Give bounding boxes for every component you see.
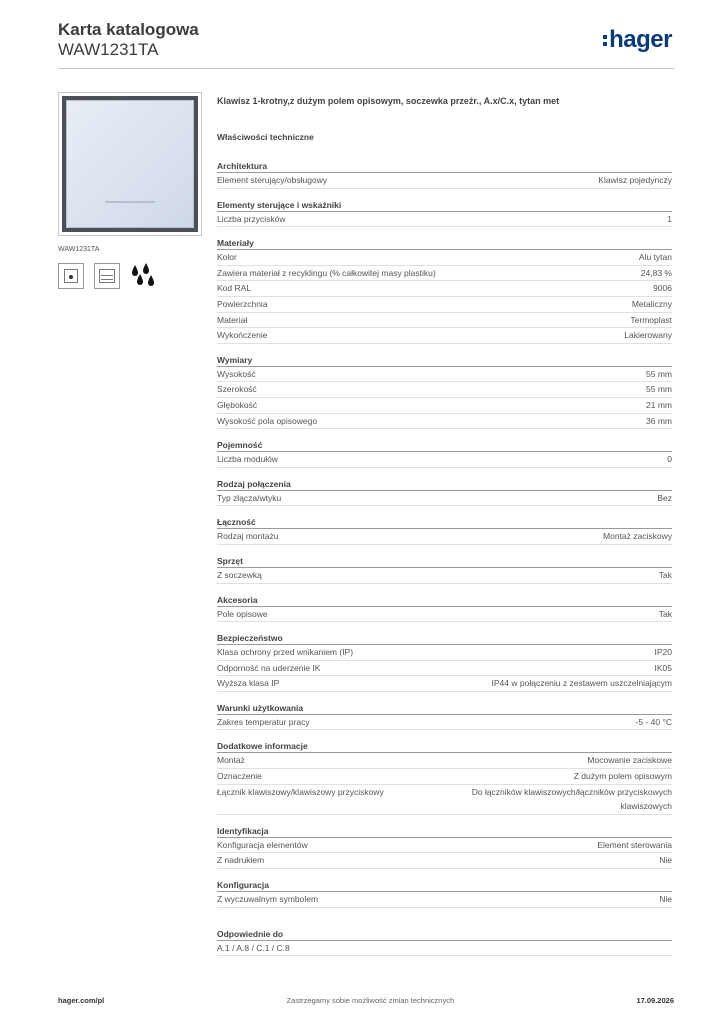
spec-label: Szerokość	[217, 384, 257, 395]
spec-row	[217, 785, 672, 815]
spec-value: Termoplast	[630, 314, 672, 325]
spec-group-title: Materiały	[217, 233, 672, 250]
spec-value: IK05	[654, 662, 672, 673]
spec-label: Oznaczenie	[217, 771, 262, 782]
spec-group-title: Bezpieczeństwo	[217, 628, 672, 645]
spec-row	[217, 266, 672, 282]
spec-group	[217, 350, 672, 429]
page-header	[58, 20, 674, 68]
spec-value: 0	[667, 454, 672, 465]
spec-row	[217, 382, 672, 398]
hager-logo	[603, 26, 672, 54]
footer-disclaimer: Zastrzegamy sobie możliwość zmian technicznych	[286, 996, 455, 1005]
spec-value: IP44 w połączeniu z zestawem uszczelniającym	[491, 678, 672, 689]
spec-label: Z nadrukiem	[217, 855, 265, 866]
spec-row	[217, 297, 672, 313]
spec-value: Do łączników klawiszowych/łączników przyciskowych klawiszowych	[471, 786, 672, 812]
spec-row	[217, 367, 672, 383]
spec-label: Z soczewką	[217, 569, 262, 580]
spec-row	[217, 212, 672, 228]
spec-group-title: Pojemność	[217, 435, 672, 452]
section-title: Właściwości techniczne	[217, 132, 314, 142]
spec-label: Wysokość	[217, 368, 256, 379]
header-divider	[58, 68, 674, 69]
spec-group	[217, 551, 672, 584]
spec-value: Z dużym polem opisowym	[573, 771, 672, 782]
spec-row	[217, 838, 672, 854]
spec-row	[217, 313, 672, 329]
spec-label: Montaż	[217, 755, 245, 766]
spec-label: Wyższa klasa IP	[217, 678, 280, 689]
spec-value: IP20	[654, 647, 672, 658]
spec-group-title: Elementy sterujące i wskaźniki	[217, 195, 672, 212]
spec-label: Materiał	[217, 314, 248, 325]
spec-group	[217, 736, 672, 814]
spec-row	[217, 491, 672, 507]
spec-group-title: Rodzaj połączenia	[217, 474, 672, 491]
spec-row	[217, 892, 672, 908]
spec-row	[217, 676, 672, 692]
spec-value: 55 mm	[646, 384, 672, 395]
spec-label: Liczba przycisków	[217, 213, 286, 224]
spec-value: 36 mm	[646, 415, 672, 426]
spec-value: Bez	[657, 492, 672, 503]
lamp-icon	[58, 263, 84, 289]
spec-row	[217, 769, 672, 785]
spec-group	[217, 156, 672, 189]
spec-value: Element sterowania	[597, 839, 672, 850]
spec-label: Typ złącza/wtyku	[217, 492, 282, 503]
spec-value: Nie	[659, 894, 672, 905]
product-description: Klawisz 1-krotny,z dużym polem opisowym, soczewka przeźr., A.x/C.x, tytan met	[217, 96, 560, 106]
logo-text: hager	[609, 26, 672, 53]
spec-label: Odporność na uderzenie IK	[217, 662, 321, 673]
spec-value: Klawisz pojedynczy	[598, 175, 672, 185]
spec-label: A.1 / A.8 / C.1 / C.8	[217, 942, 290, 953]
label-field-icon	[94, 263, 120, 289]
logo-mark-icon	[603, 35, 607, 46]
spec-value: Tak	[658, 608, 672, 619]
spec-value: 55 mm	[646, 368, 672, 379]
spec-group	[217, 512, 672, 545]
spec-row	[217, 568, 672, 584]
spec-label: Kolor	[217, 252, 237, 263]
spec-group	[217, 628, 672, 692]
spec-label: Zakres temperatur pracy	[217, 716, 310, 727]
spec-label: Konfiguracja elementów	[217, 839, 308, 850]
spec-group	[217, 698, 672, 731]
spec-value: -5 - 40 °C	[635, 716, 672, 727]
spec-value: Alu tytan	[638, 252, 672, 263]
spec-group-title: Wymiary	[217, 350, 672, 367]
spec-value: Tak	[658, 569, 672, 580]
spec-value: Nie	[659, 855, 672, 866]
product-lens	[105, 201, 155, 203]
spec-value: 24,83 %	[640, 267, 672, 278]
spec-label: Element sterujący/obsługowy	[217, 175, 328, 185]
spec-row	[217, 328, 672, 344]
spec-group	[217, 474, 672, 507]
spec-panel	[217, 96, 672, 962]
spec-label: Zawiera materiał z recyklingu (% całkowitej masy plastiku)	[217, 267, 436, 278]
spec-group-title: Identyfikacja	[217, 821, 672, 838]
spec-label: Łącznik klawiszowy/klawiszowy przyciskowy	[217, 786, 384, 797]
spec-group	[217, 875, 672, 908]
spec-value: Metaliczny	[631, 298, 672, 309]
spec-value: 9006	[653, 283, 672, 294]
spec-label: Wysokość pola opisowego	[217, 415, 318, 426]
product-panel	[58, 92, 204, 290]
product-image-caption: WAW1231TA	[58, 246, 100, 253]
spec-label: Powierzchnia	[217, 298, 268, 309]
spec-row	[217, 607, 672, 623]
spec-group	[217, 821, 672, 869]
spec-row	[217, 281, 672, 297]
spec-row	[217, 853, 672, 869]
spec-label: Klasa ochrony przed wnikaniem (IP)	[217, 647, 354, 658]
spec-row	[217, 753, 672, 769]
spec-group	[217, 435, 672, 468]
spec-label: Z wyczuwalnym symbolem	[217, 894, 319, 905]
spec-group-title: Konfiguracja	[217, 875, 672, 892]
spec-label: Głębokość	[217, 399, 258, 410]
spec-value: 1	[667, 213, 672, 224]
spec-group	[217, 924, 672, 957]
spec-label: Rodzaj montażu	[217, 531, 279, 542]
feature-icons	[58, 263, 204, 290]
spec-group-title: Dodatkowe informacje	[217, 736, 672, 753]
page-footer	[58, 996, 674, 1005]
spec-row	[217, 414, 672, 430]
spec-group-title: Łączność	[217, 512, 672, 529]
spec-row	[217, 250, 672, 266]
spec-group-title: Warunki użytkowania	[217, 698, 672, 715]
spec-group	[217, 195, 672, 228]
product-image	[58, 92, 202, 236]
spec-row	[217, 715, 672, 731]
spec-row	[217, 398, 672, 414]
spec-group	[217, 233, 672, 344]
spec-row	[217, 452, 672, 468]
spec-label: Kod RAL	[217, 283, 252, 294]
spec-label: Wykończenie	[217, 330, 268, 341]
spec-group-title: Akcesoria	[217, 590, 672, 607]
product-code-heading: WAW1231TA	[58, 40, 159, 59]
water-drops-icon	[130, 263, 156, 290]
spec-label: Liczba modułów	[217, 454, 278, 465]
footer-website[interactable]: hager.com/pl	[58, 996, 105, 1005]
spec-groups	[217, 156, 672, 956]
spec-row	[217, 941, 672, 957]
spec-row	[217, 661, 672, 677]
spec-row	[217, 173, 672, 189]
spec-row	[217, 529, 672, 545]
spec-value: Montaż zaciskowy	[603, 531, 672, 542]
spec-group-title: Sprzęt	[217, 551, 672, 568]
spec-label: Pole opisowe	[217, 608, 268, 619]
spec-group-title: Architektura	[217, 156, 672, 173]
spec-value: Mocowanie zaciskowe	[587, 755, 672, 766]
spec-group	[217, 590, 672, 623]
spec-value: 21 mm	[646, 399, 672, 410]
spec-group-title: Odpowiednie do	[217, 924, 672, 941]
spec-value: Lakierowany	[624, 330, 672, 341]
footer-date: 17.09.2026	[636, 996, 674, 1005]
spec-row	[217, 645, 672, 661]
document-title: Karta katalogowa	[58, 20, 199, 39]
